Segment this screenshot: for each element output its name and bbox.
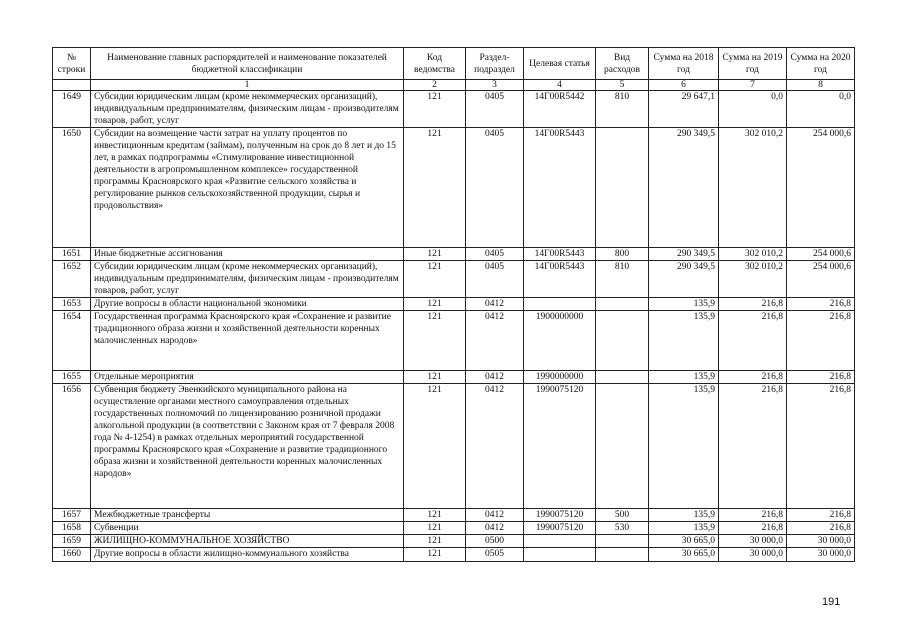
- expense-type-cell: [596, 298, 649, 311]
- row-number-cell: 1660: [53, 548, 91, 562]
- sum-2018-cell: 135,9: [649, 522, 719, 535]
- target-item-cell: 1990000000: [524, 371, 596, 384]
- section-cell: 0405: [466, 128, 524, 248]
- header-expense-type: Вид расходов: [596, 48, 649, 80]
- target-item-cell: 14Г00R5443: [524, 128, 596, 248]
- expense-type-cell: [596, 371, 649, 384]
- department-code-cell: 121: [404, 128, 466, 248]
- expense-type-cell: 530: [596, 522, 649, 535]
- table-row: [53, 311, 855, 371]
- sum-2020-cell: 216,8: [787, 522, 855, 535]
- sum-2020-cell: 254 000,6: [787, 248, 855, 261]
- row-name-cell: ЖИЛИЩНО-КОММУНАЛЬНОЕ ХОЗЯЙСТВО: [91, 535, 404, 548]
- row-number-cell: 1658: [53, 522, 91, 535]
- row-name-cell: Субсидии юридическим лицам (кроме некоммерческих организаций), индивидуальным предпринимателям, физическим лицам - производителям товаров, работ, услуг: [91, 91, 404, 128]
- column-number: 5: [596, 80, 649, 91]
- target-item-cell: [524, 298, 596, 311]
- section-cell: 0405: [466, 248, 524, 261]
- sum-2020-cell: 254 000,6: [787, 128, 855, 248]
- column-number: 1: [91, 80, 404, 91]
- column-number: [53, 80, 91, 91]
- column-number: 3: [466, 80, 524, 91]
- sum-2020-cell: 216,8: [787, 311, 855, 371]
- header-sum-2020: Сумма на 2020 год: [787, 48, 855, 80]
- header-name: Наименование главных распорядителей и наименование показателей бюджетной классификации: [91, 48, 404, 80]
- sum-2020-cell: 216,8: [787, 298, 855, 311]
- sum-2019-cell: 216,8: [719, 298, 787, 311]
- sum-2020-cell: 216,8: [787, 509, 855, 522]
- row-name-cell: Субсидии на возмещение части затрат на уплату процентов по инвестиционным кредитам (займам), полученным на срок до 8 лет и до 15 лет, в рамках подпрограммы «Стимулирование инвестиционной деятельности в агропромышленном комплексе» государственной программы Красноярского края «Развитие сельского хозяйства и регулирование рынков сельскохозяйственной продукции, сырья и продовольствия»: [91, 128, 404, 248]
- section-cell: 0405: [466, 261, 524, 298]
- row-name-cell: Другие вопросы в области жилищно-коммунального хозяйства: [91, 548, 404, 562]
- sum-2018-cell: 290 349,5: [649, 248, 719, 261]
- table-body: [53, 91, 855, 562]
- table-row: [53, 535, 855, 548]
- target-item-cell: 1900000000: [524, 311, 596, 371]
- expense-type-cell: 500: [596, 509, 649, 522]
- sum-2019-cell: 216,8: [719, 384, 787, 509]
- row-number-cell: 1656: [53, 384, 91, 509]
- expense-type-cell: [596, 548, 649, 562]
- expense-type-cell: 800: [596, 248, 649, 261]
- sum-2020-cell: 30 000,0: [787, 548, 855, 562]
- table-row: [53, 91, 855, 128]
- sum-2018-cell: 29 647,1: [649, 91, 719, 128]
- department-code-cell: 121: [404, 248, 466, 261]
- table-row: [53, 509, 855, 522]
- sum-2018-cell: 135,9: [649, 509, 719, 522]
- department-code-cell: 121: [404, 311, 466, 371]
- row-number-cell: 1654: [53, 311, 91, 371]
- sum-2019-cell: 216,8: [719, 522, 787, 535]
- column-number-row: [53, 80, 855, 91]
- table-row: [53, 128, 855, 248]
- section-cell: 0405: [466, 91, 524, 128]
- header-row: [53, 48, 855, 80]
- section-cell: 0412: [466, 384, 524, 509]
- row-number-cell: 1651: [53, 248, 91, 261]
- row-name-cell: Государственная программа Красноярского края «Сохранение и развитие традиционного образа жизни и хозяйственной деятельности коренных малочисленных народов»: [91, 311, 404, 371]
- header-section: Раздел-подраздел: [466, 48, 524, 80]
- table-row: [53, 298, 855, 311]
- target-item-cell: [524, 548, 596, 562]
- row-number-cell: 1655: [53, 371, 91, 384]
- sum-2018-cell: 135,9: [649, 384, 719, 509]
- header-department-code: Код ведомства: [404, 48, 466, 80]
- header-row-number: № строки: [53, 48, 91, 80]
- row-number-cell: 1649: [53, 91, 91, 128]
- department-code-cell: 121: [404, 261, 466, 298]
- budget-table: [52, 47, 855, 562]
- department-code-cell: 121: [404, 384, 466, 509]
- department-code-cell: 121: [404, 548, 466, 562]
- sum-2018-cell: 135,9: [649, 371, 719, 384]
- header-target-item: Целевая статья: [524, 48, 596, 80]
- expense-type-cell: [596, 384, 649, 509]
- page-number: 191: [822, 596, 841, 608]
- sum-2020-cell: 254 000,6: [787, 261, 855, 298]
- sum-2020-cell: 216,8: [787, 371, 855, 384]
- sum-2018-cell: 290 349,5: [649, 261, 719, 298]
- sum-2019-cell: 302 010,2: [719, 248, 787, 261]
- column-number: 4: [524, 80, 596, 91]
- header-sum-2018: Сумма на 2018 год: [649, 48, 719, 80]
- target-item-cell: 1990075120: [524, 509, 596, 522]
- row-number-cell: 1650: [53, 128, 91, 248]
- sum-2019-cell: 30 000,0: [719, 535, 787, 548]
- row-number-cell: 1652: [53, 261, 91, 298]
- row-name-cell: Субвенция бюджету Эвенкийского муниципального района на осуществление органами местного самоуправления отдельных государственных полномочий по лицензированию розничной продажи алкогольной продукции (в соответствии с Законом края от 7 февраля 2008 года № 4-1254) в рамках отдельных мероприятий государственной программы Красноярского края «Сохранение и развитие традиционного образа жизни и хозяйственной деятельности коренных малочисленных народов»: [91, 384, 404, 509]
- sum-2019-cell: 30 000,0: [719, 548, 787, 562]
- target-item-cell: 14Г00R5442: [524, 91, 596, 128]
- column-number: 2: [404, 80, 466, 91]
- target-item-cell: 1990075120: [524, 522, 596, 535]
- expense-type-cell: [596, 128, 649, 248]
- section-cell: 0412: [466, 509, 524, 522]
- row-name-cell: Отдельные мероприятия: [91, 371, 404, 384]
- department-code-cell: 121: [404, 535, 466, 548]
- section-cell: 0412: [466, 522, 524, 535]
- header-sum-2019: Сумма на 2019 год: [719, 48, 787, 80]
- section-cell: 0505: [466, 548, 524, 562]
- target-item-cell: 14Г00R5443: [524, 248, 596, 261]
- department-code-cell: 121: [404, 522, 466, 535]
- table-row: [53, 522, 855, 535]
- row-name-cell: Субвенции: [91, 522, 404, 535]
- section-cell: 0412: [466, 371, 524, 384]
- department-code-cell: 121: [404, 371, 466, 384]
- sum-2018-cell: 290 349,5: [649, 128, 719, 248]
- section-cell: 0412: [466, 298, 524, 311]
- row-number-cell: 1657: [53, 509, 91, 522]
- row-name-cell: Межбюджетные трансферты: [91, 509, 404, 522]
- table-row: [53, 371, 855, 384]
- table-row: [53, 384, 855, 509]
- sum-2020-cell: 30 000,0: [787, 535, 855, 548]
- column-number: 6: [649, 80, 719, 91]
- expense-type-cell: [596, 535, 649, 548]
- department-code-cell: 121: [404, 298, 466, 311]
- column-number: 7: [719, 80, 787, 91]
- table-row: [53, 248, 855, 261]
- sum-2018-cell: 30 665,0: [649, 548, 719, 562]
- department-code-cell: 121: [404, 91, 466, 128]
- row-name-cell: Другие вопросы в области национальной экономики: [91, 298, 404, 311]
- row-number-cell: 1653: [53, 298, 91, 311]
- sum-2019-cell: 0,0: [719, 91, 787, 128]
- sum-2019-cell: 216,8: [719, 509, 787, 522]
- section-cell: 0500: [466, 535, 524, 548]
- department-code-cell: 121: [404, 509, 466, 522]
- row-number-cell: 1659: [53, 535, 91, 548]
- column-number: 8: [787, 80, 855, 91]
- expense-type-cell: 810: [596, 261, 649, 298]
- target-item-cell: 1990075120: [524, 384, 596, 509]
- target-item-cell: 14Г00R5443: [524, 261, 596, 298]
- section-cell: 0412: [466, 311, 524, 371]
- row-name-cell: Иные бюджетные ассигнования: [91, 248, 404, 261]
- table-row: [53, 548, 855, 562]
- expense-type-cell: [596, 311, 649, 371]
- sum-2018-cell: 135,9: [649, 311, 719, 371]
- expense-type-cell: 810: [596, 91, 649, 128]
- target-item-cell: [524, 535, 596, 548]
- sum-2018-cell: 135,9: [649, 298, 719, 311]
- table-row: [53, 261, 855, 298]
- sum-2018-cell: 30 665,0: [649, 535, 719, 548]
- sum-2020-cell: 216,8: [787, 384, 855, 509]
- sum-2019-cell: 216,8: [719, 311, 787, 371]
- sum-2019-cell: 302 010,2: [719, 128, 787, 248]
- row-name-cell: Субсидии юридическим лицам (кроме некоммерческих организаций), индивидуальным предпринимателям, физическим лицам - производителям товаров, работ, услуг: [91, 261, 404, 298]
- sum-2019-cell: 216,8: [719, 371, 787, 384]
- sum-2020-cell: 0,0: [787, 91, 855, 128]
- sum-2019-cell: 302 010,2: [719, 261, 787, 298]
